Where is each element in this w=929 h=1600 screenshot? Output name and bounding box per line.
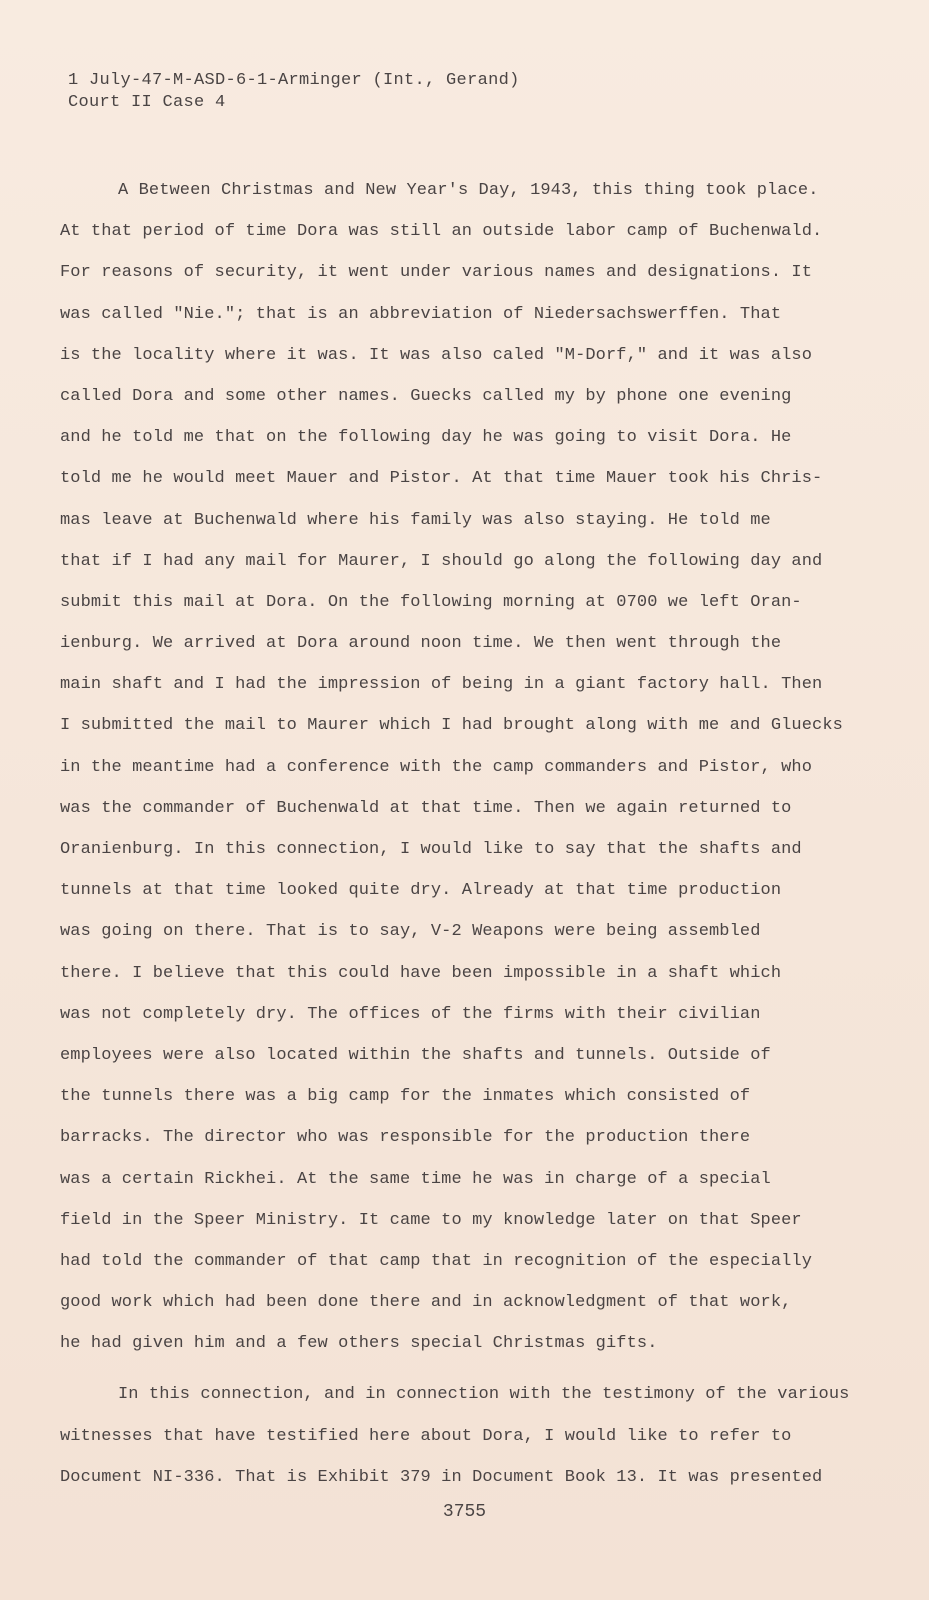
body-line: tunnels at that time looked quite dry. Already at that time production [60, 881, 782, 901]
body-line: employees were also located within the shafts and tunnels. Outside of [60, 1045, 771, 1065]
body-line: there. I believe that this could have been impossible in a shaft which [60, 963, 782, 983]
body-line: called Dora and some other names. Guecks called my by phone one evening [60, 386, 792, 406]
body-line: was the commander of Buchenwald at that time. Then we again returned to [60, 798, 792, 818]
body-line: was called "Nie."; that is an abbreviation of Niedersachswerffen. That [60, 304, 782, 324]
body-line: good work which had been done there and in acknowledgment of that work, [60, 1293, 792, 1313]
body-line: field in the Speer Ministry. It came to my knowledge later on that Speer [60, 1210, 802, 1230]
body-line: ienburg. We arrived at Dora around noon time. We then went through the [60, 634, 782, 654]
body-line: that if I had any mail for Maurer, I should go along the following day and [60, 551, 823, 571]
body-line: I submitted the mail to Maurer which I had brought along with me and Gluecks [60, 716, 843, 736]
body-line: had told the commander of that camp that in recognition of the especially [60, 1251, 813, 1271]
body-line: barracks. The director who was responsible for the production there [60, 1128, 751, 1148]
body-line: is the locality where it was. It was also caled "M-Dorf," and it was also [60, 345, 813, 365]
document-header [68, 70, 520, 114]
body-line: was not completely dry. The offices of the firms with their civilian [60, 1004, 761, 1024]
body-line: Document NI-336. That is Exhibit 379 in Document Book 13. It was presented [60, 1467, 823, 1487]
body-line: the tunnels there was a big camp for the inmates which consisted of [60, 1087, 751, 1107]
body-line: was going on there. That is to say, V-2 Weapons were being assembled [60, 922, 761, 942]
page-number: 3755 [442, 1502, 487, 1522]
body-line: mas leave at Buchenwald where his family was also staying. He told me [60, 510, 771, 530]
body-line: in the meantime had a conference with the camp commanders and Pistor, who [60, 757, 813, 777]
body-line: he had given him and a few others special Christmas gifts. [60, 1334, 658, 1354]
body-line: For reasons of security, it went under various names and designations. It [60, 263, 813, 283]
body-line: At that period of time Dora was still an outside labor camp of Buchenwald. [60, 222, 823, 242]
body-line: witnesses that have testified here about Dora, I would like to refer to [60, 1426, 792, 1446]
body-line: main shaft and I had the impression of being in a giant factory hall. Then [60, 675, 823, 695]
body-line: was a certain Rickhei. At the same time he was in charge of a special [60, 1169, 771, 1189]
header-reference-line: 1 July-47-M-ASD-6-1-Arminger (Int., Gerand) [68, 71, 520, 90]
body-line: told me he would meet Mauer and Pistor. At that time Mauer took his Chris- [60, 469, 823, 489]
body-line: A Between Christmas and New Year's Day, 1943, this thing took place. [118, 181, 819, 200]
body-line: Oranienburg. In this connection, I would like to say that the shafts and [60, 840, 802, 859]
testimony-body [60, 170, 860, 1498]
header-court-case-line: Court II Case 4 [68, 93, 226, 112]
body-line: In this connection, and in connection with the testimony of the various [118, 1385, 850, 1405]
body-line: submit this mail at Dora. On the following morning at 0700 we left Oran- [60, 592, 802, 612]
paragraph-gap [60, 1364, 860, 1374]
body-line: and he told me that on the following day he was going to visit Dora. He [60, 428, 792, 448]
